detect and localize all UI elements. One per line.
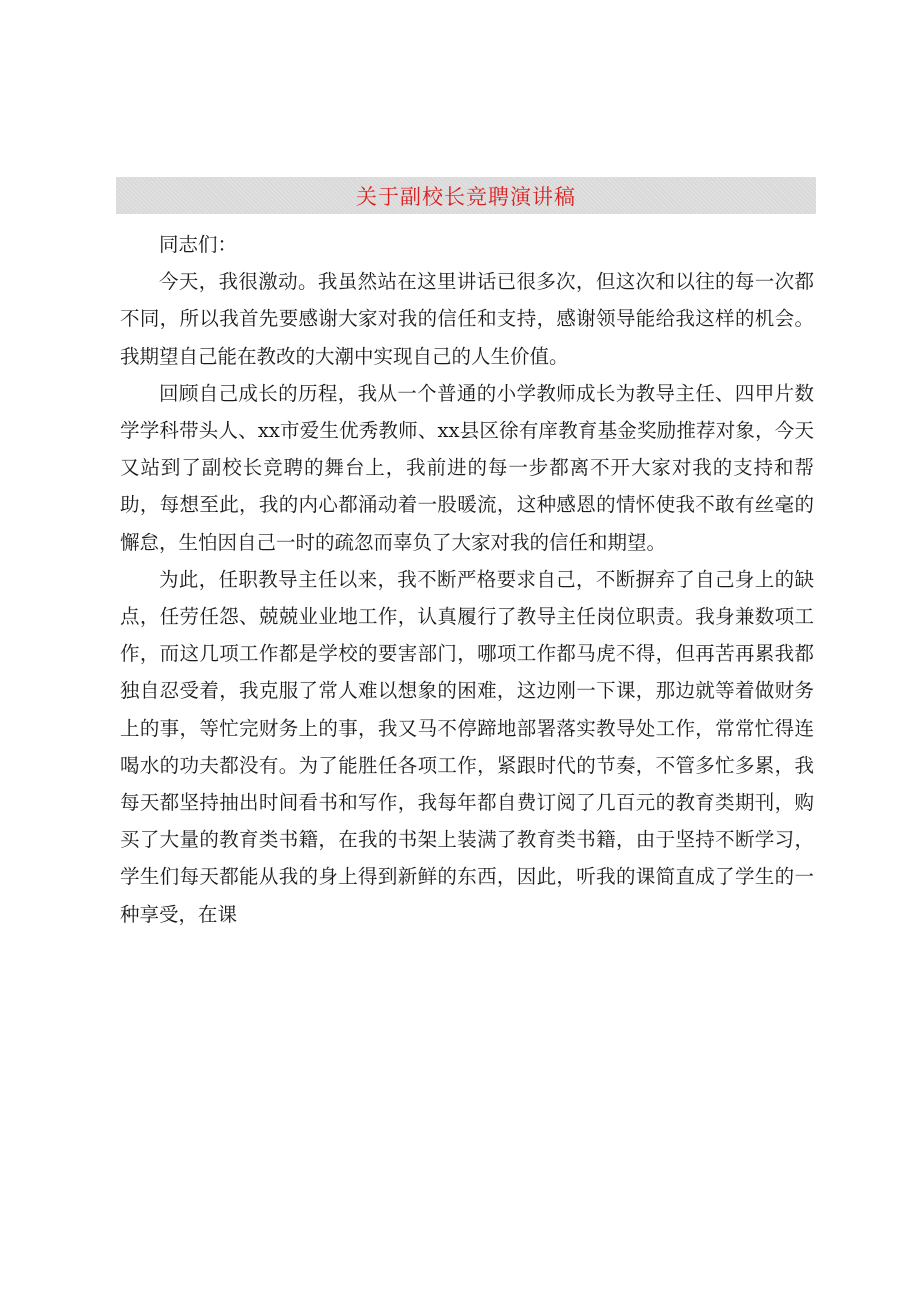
paragraph-2: 回顾自己成长的历程，我从一个普通的小学教师成长为教导主任、四甲片数学学科带头人、xx市爱生优秀教师、xx县区徐有庠教育基金奖励推荐对象，今天又站到了副校长竞聘的舞台上，我前进的每一步都离不开大家对我的支持和帮助，每想至此，我的内心都涌动着一股暖流，这种感恩的情怀使我不敢有丝毫的懈怠，生怕因自己一时的疏忽而辜负了大家对我的信任和期望。 — [120, 381, 814, 554]
paragraph-1: 今天，我很激动。我虽然站在这里讲话已很多次，但这次和以往的每一次都不同，所以我首先要感谢大家对我的信任和支持，感谢领导能给我这样的机会。我期望自己能在教改的大潮中实现自己的人生价值。 — [120, 270, 814, 368]
title-banner — [116, 177, 816, 214]
document-body — [120, 226, 814, 933]
salutation: 同志们： — [159, 233, 238, 256]
paragraph-3: 为此，任职教导主任以来，我不断严格要求自己，不断摒弃了自己身上的缺点，任劳任怨、兢兢业业地工作，认真履行了教导主任岗位职责。我身兼数项工作，而这几项工作都是学校的要害部门，哪项工作都马虎不得，但再苦再累我都独自忍受着，我克服了常人难以想象的困难，这边刚一下课，那边就等着做财务上的事，等忙完财务上的事，我又马不停蹄地部署落实教导处工作，常常忙得连喝水的功夫都没有。为了能胜任各项工作，紧跟时代的节奏，不管多忙多累，我每天都坚持抽出时间看书和写作，我每年都自费订阅了几百元的教育类期刊，购买了大量的教育类书籍，在我的书架上装满了教育类书籍，由于坚持不断学习，学生们每天都能从我的身上得到新鲜的东西，因此，听我的课简直成了学生的一种享受，在课 — [120, 567, 814, 926]
document-title: 关于副校长竞聘演讲稿 — [356, 184, 576, 209]
